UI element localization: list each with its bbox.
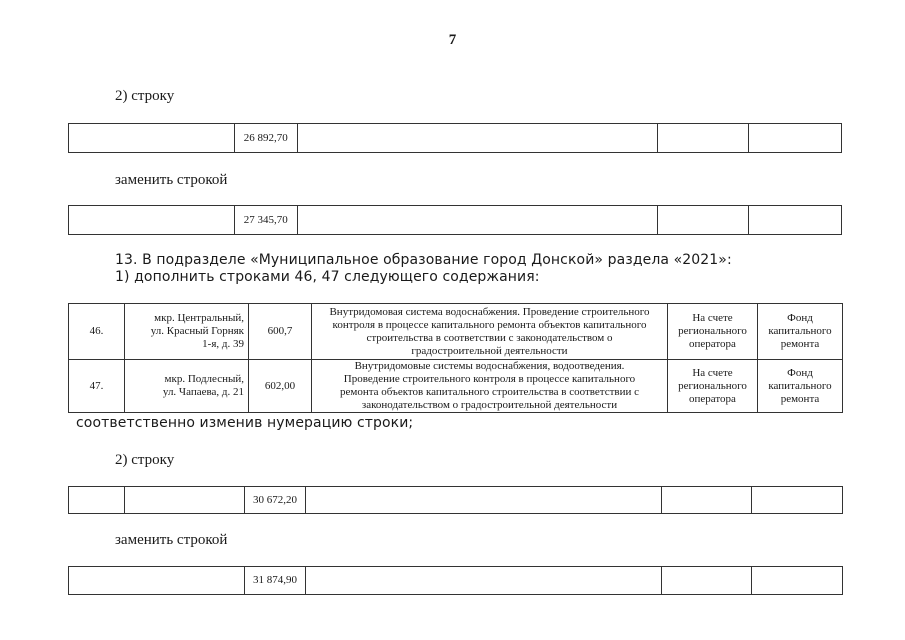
- owner-line: Фонд: [787, 312, 813, 324]
- method-line: оператора: [689, 392, 736, 405]
- cell-empty: [752, 487, 843, 514]
- cell-empty: [752, 567, 843, 595]
- cell-empty: [297, 124, 657, 153]
- row-number: 46.: [69, 304, 125, 360]
- cell-empty: [69, 206, 235, 235]
- work-line: законодательством о градостроительной деятельности: [361, 399, 618, 411]
- owner-line: капитального: [768, 379, 832, 392]
- method-cell: [668, 304, 758, 360]
- table-row-old-bottom: [68, 486, 843, 514]
- table-row-old-top: [68, 123, 842, 153]
- amount-cell: 602,00: [249, 360, 312, 413]
- section-13-heading: 13. В подразделе «Муниципальное образование город Донской» раздела «2021»:: [115, 252, 732, 268]
- cell-empty: [297, 206, 657, 235]
- work-description-cell: [312, 360, 668, 413]
- cell-empty: [657, 124, 748, 153]
- amount-cell: 600,7: [249, 304, 312, 360]
- amount-cell: 30 672,20: [245, 487, 306, 514]
- amount-cell: 31 874,90: [245, 567, 306, 595]
- owner-line: капитального: [768, 325, 832, 337]
- cell-empty: [662, 487, 752, 514]
- work-line: Внутридомовая система водоснабжения. Проведение строительного: [329, 305, 650, 318]
- cell-empty: [69, 567, 245, 595]
- replace-label-top: заменить строкой: [115, 172, 228, 188]
- cell-empty: [657, 206, 748, 235]
- owner-line: ремонта: [780, 392, 820, 405]
- renumber-note: соответственно изменив нумерацию строки;: [76, 415, 414, 431]
- method-line: На счете: [692, 312, 733, 324]
- address-line: мкр. Центральный,: [154, 312, 244, 324]
- method-cell: [668, 360, 758, 413]
- cell-empty: [662, 567, 752, 595]
- work-line: контроля в процессе капитального ремонта объектов капитального: [332, 318, 647, 331]
- cell-empty: [69, 124, 235, 153]
- amount-cell: 26 892,70: [234, 124, 297, 153]
- owner-line: ремонта: [780, 338, 820, 350]
- cell-empty: [748, 124, 841, 153]
- table-row: [69, 304, 843, 360]
- address-line: 1-я, д. 39: [202, 338, 244, 350]
- section-13-subheading: 1) дополнить строками 46, 47 следующего содержания:: [115, 269, 540, 285]
- address-cell: [125, 304, 249, 360]
- cell-empty: [125, 487, 245, 514]
- item-2-intro-bottom: 2) строку: [115, 452, 175, 468]
- work-line: Проведение строительного контроля в процессе капитального: [343, 373, 636, 385]
- work-line: строительства в соответствии с законодательством о: [366, 331, 613, 344]
- work-description-cell: [312, 304, 668, 360]
- owner-cell: [758, 360, 843, 413]
- work-line: Внутридомовые системы водоснабжения, водоотведения.: [354, 360, 625, 372]
- method-line: регионального: [678, 325, 747, 337]
- cell-empty: [748, 206, 841, 235]
- address-line: ул. Красный Горняк: [150, 325, 244, 337]
- replace-label-bottom: заменить строкой: [115, 532, 228, 548]
- cell-empty: [306, 567, 662, 595]
- address-line: мкр. Подлесный,: [164, 373, 244, 385]
- cell-empty: [306, 487, 662, 514]
- row-number: 47.: [69, 360, 125, 413]
- method-line: оператора: [689, 338, 736, 350]
- amount-cell: 27 345,70: [234, 206, 297, 235]
- work-line: градостроительной деятельности: [411, 344, 568, 357]
- item-2-intro: 2) строку: [115, 88, 175, 104]
- work-line: ремонта объектов капитального строительства в соответствии с: [340, 386, 639, 398]
- owner-cell: [758, 304, 843, 360]
- method-line: На счете: [692, 366, 733, 379]
- table-row: [69, 360, 843, 413]
- table-row-new-bottom: [68, 566, 843, 595]
- address-cell: [125, 360, 249, 413]
- owner-line: Фонд: [787, 366, 813, 379]
- cell-empty: [69, 487, 125, 514]
- page-number: 7: [448, 32, 457, 48]
- method-line: регионального: [678, 379, 747, 392]
- table-row-new-top: [68, 205, 842, 235]
- address-line: ул. Чапаева, д. 21: [162, 386, 244, 398]
- table-added-rows: [68, 303, 843, 413]
